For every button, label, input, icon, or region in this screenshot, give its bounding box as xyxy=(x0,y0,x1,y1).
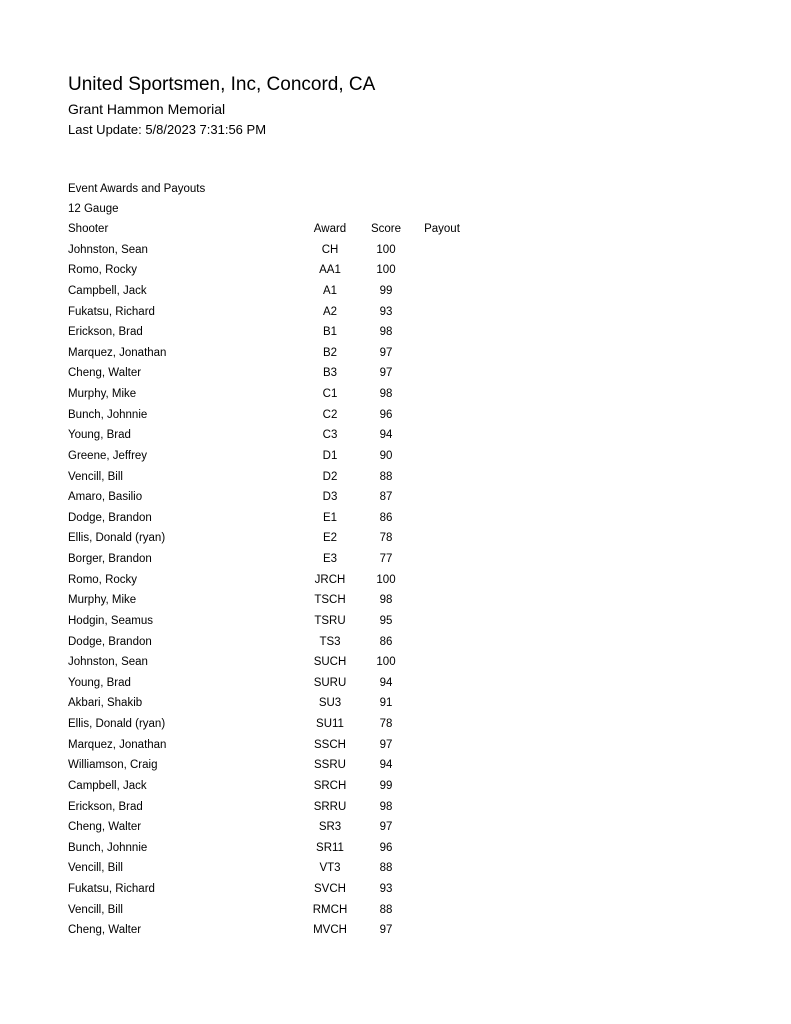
table-row xyxy=(0,407,791,428)
table-row xyxy=(0,613,791,634)
page-title: United Sportsmen, Inc, Concord, CA xyxy=(68,74,376,95)
shooter-cell: Campbell, Jack xyxy=(68,779,147,792)
award-cell: SSRU xyxy=(314,759,346,772)
table-row xyxy=(0,737,791,758)
score-cell: 86 xyxy=(379,511,393,524)
score-cell: 98 xyxy=(379,800,393,813)
award-cell: C3 xyxy=(322,429,338,442)
shooter-cell: Ellis, Donald (ryan) xyxy=(68,718,166,730)
shooter-cell: Murphy, Mike xyxy=(68,594,137,607)
table-header-row xyxy=(0,221,791,242)
award-cell: D2 xyxy=(322,470,338,483)
shooter-cell: Marquez, Jonathan xyxy=(68,738,167,751)
table-row xyxy=(0,675,791,696)
shooter-cell: Murphy, Mike xyxy=(68,388,137,400)
award-cell: SURU xyxy=(313,676,347,689)
score-cell: 86 xyxy=(379,635,393,648)
award-cell: A1 xyxy=(322,284,338,297)
award-cell: E3 xyxy=(322,553,338,565)
score-cell: 98 xyxy=(379,388,393,400)
table-row xyxy=(0,304,791,325)
award-cell: TSCH xyxy=(314,594,346,607)
table-row xyxy=(0,530,791,551)
shooter-cell: Greene, Jeffrey xyxy=(68,449,148,462)
table-row xyxy=(0,365,791,386)
award-cell: E1 xyxy=(322,511,338,524)
award-cell: TSRU xyxy=(314,614,346,627)
shooter-cell: Ellis, Donald (ryan) xyxy=(68,532,166,545)
score-cell: 100 xyxy=(376,243,396,256)
score-cell: 98 xyxy=(379,594,393,607)
last-update: Last Update: 5/8/2023 7:31:56 PM xyxy=(68,122,267,137)
table-row xyxy=(0,572,791,593)
table-row xyxy=(0,324,791,345)
score-cell: 97 xyxy=(379,924,393,937)
award-cell: E2 xyxy=(322,532,338,545)
table-row xyxy=(0,510,791,531)
score-cell: 78 xyxy=(379,532,393,545)
score-cell: 97 xyxy=(379,367,393,380)
table-row xyxy=(0,695,791,716)
shooter-cell: Vencill, Bill xyxy=(68,903,123,916)
award-cell: MVCH xyxy=(313,924,347,937)
score-cell: 93 xyxy=(379,883,393,895)
table-row xyxy=(0,819,791,840)
shooter-cell: Dodge, Brandon xyxy=(68,635,152,648)
shooter-cell: Erickson, Brad xyxy=(68,326,143,339)
score-cell: 94 xyxy=(379,676,393,689)
score-cell: 91 xyxy=(379,697,393,710)
score-cell: 96 xyxy=(379,841,393,854)
table-row xyxy=(0,840,791,861)
award-cell: CH xyxy=(321,243,339,256)
award-cell: D3 xyxy=(322,491,338,504)
shooter-cell: Fukatsu, Richard xyxy=(68,305,155,318)
table-row xyxy=(0,262,791,283)
awards-table xyxy=(0,221,791,943)
column-header-score: Score xyxy=(370,223,402,235)
table-row xyxy=(0,242,791,263)
table-row xyxy=(0,634,791,655)
table-row xyxy=(0,799,791,820)
award-cell: SU11 xyxy=(316,718,344,730)
award-cell: VT3 xyxy=(319,862,341,875)
award-cell: SVCH xyxy=(314,883,346,895)
score-cell: 99 xyxy=(379,779,393,792)
score-cell: 99 xyxy=(379,284,393,297)
shooter-cell: Williamson, Craig xyxy=(68,759,158,772)
column-header-shooter: Shooter xyxy=(68,223,109,235)
shooter-cell: Vencill, Bill xyxy=(68,862,123,875)
table-row xyxy=(0,386,791,407)
award-cell: B3 xyxy=(322,367,338,380)
table-row xyxy=(0,881,791,902)
shooter-cell: Bunch, Johnnie xyxy=(68,841,148,854)
shooter-cell: Cheng, Walter xyxy=(68,367,142,380)
award-cell: AA1 xyxy=(319,264,341,277)
award-cell: RMCH xyxy=(312,903,348,916)
table-row xyxy=(0,469,791,490)
score-cell: 100 xyxy=(376,573,396,586)
award-cell: SUCH xyxy=(313,656,347,669)
score-cell: 93 xyxy=(379,305,393,318)
score-cell: 88 xyxy=(379,903,393,916)
score-cell: 100 xyxy=(376,656,396,669)
shooter-cell: Johnston, Sean xyxy=(68,656,148,669)
award-cell: B1 xyxy=(322,326,338,339)
table-row xyxy=(0,448,791,469)
award-cell: SRRU xyxy=(313,800,347,813)
table-row xyxy=(0,778,791,799)
table-row xyxy=(0,902,791,923)
award-cell: JRCH xyxy=(314,573,346,586)
score-cell: 100 xyxy=(376,264,396,277)
column-header-payout: Payout xyxy=(424,223,460,235)
score-cell: 97 xyxy=(379,346,393,359)
award-cell: B2 xyxy=(322,346,338,359)
table-row xyxy=(0,427,791,448)
shooter-cell: Campbell, Jack xyxy=(68,284,147,297)
table-row xyxy=(0,922,791,943)
shooter-cell: Akbari, Shakib xyxy=(68,697,143,710)
shooter-cell: Cheng, Walter xyxy=(68,924,142,937)
score-cell: 88 xyxy=(379,862,393,875)
award-cell: C1 xyxy=(322,388,338,400)
shooter-cell: Marquez, Jonathan xyxy=(68,346,167,359)
event-name: Grant Hammon Memorial xyxy=(68,101,226,117)
award-cell: SU3 xyxy=(318,697,342,710)
award-cell: SR11 xyxy=(316,841,344,854)
award-cell: SSCH xyxy=(314,738,346,751)
table-row xyxy=(0,716,791,737)
award-cell: SRCH xyxy=(313,779,347,792)
table-row xyxy=(0,489,791,510)
shooter-cell: Romo, Rocky xyxy=(68,264,138,277)
shooter-cell: Borger, Brandon xyxy=(68,553,152,565)
shooter-cell: Cheng, Walter xyxy=(68,821,142,834)
score-cell: 90 xyxy=(379,449,393,462)
section-label: Event Awards and Payouts xyxy=(68,183,206,195)
table-row xyxy=(0,860,791,881)
award-cell: C2 xyxy=(322,408,338,421)
shooter-cell: Romo, Rocky xyxy=(68,573,138,586)
award-cell: A2 xyxy=(322,305,338,318)
award-cell: D1 xyxy=(322,449,338,462)
score-cell: 98 xyxy=(379,326,393,339)
score-cell: 95 xyxy=(379,614,393,627)
shooter-cell: Dodge, Brandon xyxy=(68,511,152,524)
shooter-cell: Young, Brad xyxy=(68,429,131,442)
shooter-cell: Erickson, Brad xyxy=(68,800,143,813)
shooter-cell: Bunch, Johnnie xyxy=(68,408,148,421)
table-body xyxy=(0,242,791,943)
award-cell: TS3 xyxy=(319,635,341,648)
shooter-cell: Young, Brad xyxy=(68,676,131,689)
score-cell: 77 xyxy=(379,553,393,565)
gauge-label: 12 Gauge xyxy=(68,203,119,215)
score-cell: 97 xyxy=(379,821,393,834)
shooter-cell: Hodgin, Seamus xyxy=(68,614,154,627)
score-cell: 94 xyxy=(379,759,393,772)
table-row xyxy=(0,757,791,778)
shooter-cell: Vencill, Bill xyxy=(68,470,123,483)
table-row xyxy=(0,345,791,366)
column-header-award: Award xyxy=(313,223,347,235)
table-row xyxy=(0,654,791,675)
award-cell: SR3 xyxy=(318,821,342,834)
score-cell: 78 xyxy=(379,718,393,730)
score-cell: 96 xyxy=(379,408,393,421)
shooter-cell: Johnston, Sean xyxy=(68,243,148,256)
score-cell: 97 xyxy=(379,738,393,751)
shooter-cell: Fukatsu, Richard xyxy=(68,883,155,895)
table-row xyxy=(0,283,791,304)
table-row xyxy=(0,592,791,613)
score-cell: 87 xyxy=(379,491,393,504)
table-row xyxy=(0,551,791,572)
score-cell: 88 xyxy=(379,470,393,483)
shooter-cell: Amaro, Basilio xyxy=(68,491,143,504)
score-cell: 94 xyxy=(379,429,393,442)
